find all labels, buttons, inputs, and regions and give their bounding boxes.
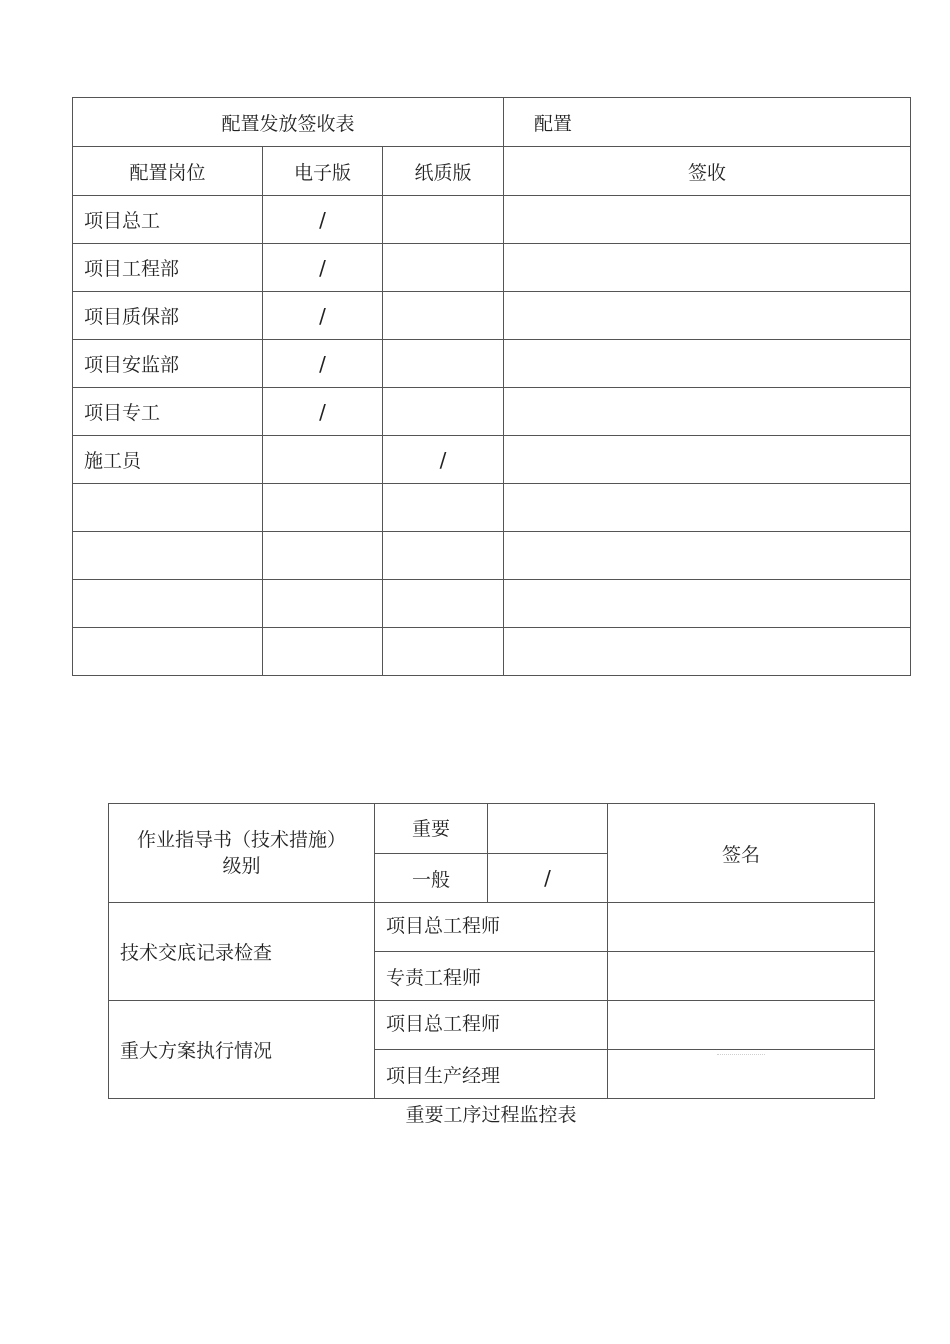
table-row [73, 340, 911, 388]
row-position: 施工员 [73, 436, 263, 484]
row-paper-mark [383, 628, 504, 676]
row-position [73, 532, 263, 580]
guide-level-label-line2: 级别 [222, 855, 261, 877]
row-position: 项目工程部 [73, 244, 263, 292]
row-paper-mark [383, 484, 504, 532]
signature-cell[interactable] [608, 952, 875, 1001]
row-signoff-cell[interactable] [504, 532, 911, 580]
signature-cell[interactable] [608, 903, 875, 952]
level-important-label: 重要 [375, 804, 488, 854]
section-role: 项目生产经理 [375, 1050, 608, 1099]
row-paper-mark [383, 292, 504, 340]
row-paper-mark [383, 532, 504, 580]
row-position [73, 580, 263, 628]
faint-mark [717, 1054, 765, 1055]
row-electronic-mark [263, 580, 383, 628]
section-role: 项目总工程师 [375, 1001, 608, 1050]
row-signoff-cell[interactable] [504, 388, 911, 436]
table-title-row [73, 98, 911, 147]
process-monitor-table [108, 803, 875, 1099]
row-signoff-cell[interactable] [504, 580, 911, 628]
level-row-important [109, 804, 875, 854]
row-electronic-mark [263, 532, 383, 580]
guide-level-label [109, 804, 375, 903]
row-position [73, 628, 263, 676]
table-row [73, 532, 911, 580]
row-paper-mark [383, 340, 504, 388]
row-position: 项目安监部 [73, 340, 263, 388]
table-caption: 重要工序过程监控表 [405, 1104, 577, 1126]
row-signoff-cell[interactable] [504, 292, 911, 340]
row-position: 项目质保部 [73, 292, 263, 340]
row-signoff-cell[interactable] [504, 196, 911, 244]
row-position: 项目总工 [73, 196, 263, 244]
signature-cell-faint[interactable] [608, 1050, 875, 1099]
signature-header: 签名 [608, 804, 875, 903]
table-row [73, 484, 911, 532]
section-row [109, 903, 875, 952]
distribution-signoff-table [72, 97, 911, 676]
level-important-mark[interactable] [488, 804, 608, 854]
row-electronic-mark: / [263, 388, 383, 436]
table-title-value: 配置 [504, 98, 911, 147]
header-paper: 纸质版 [383, 147, 504, 196]
row-electronic-mark [263, 436, 383, 484]
table-row [73, 196, 911, 244]
row-signoff-cell[interactable] [504, 436, 911, 484]
section-role: 专责工程师 [375, 952, 608, 1001]
row-paper-mark [383, 388, 504, 436]
row-electronic-mark: / [263, 340, 383, 388]
table-header-row [73, 147, 911, 196]
table-row [73, 388, 911, 436]
guide-level-label-line1: 作业指导书（技术措施） [136, 829, 346, 851]
header-position: 配置岗位 [73, 147, 263, 196]
row-paper-mark [383, 196, 504, 244]
row-electronic-mark: / [263, 292, 383, 340]
row-paper-mark [383, 580, 504, 628]
table-title: 配置发放签收表 [73, 98, 504, 147]
level-general-mark[interactable]: / [488, 854, 608, 903]
table-row [73, 244, 911, 292]
signature-cell[interactable] [608, 1001, 875, 1050]
row-electronic-mark: / [263, 196, 383, 244]
row-paper-mark: / [383, 436, 504, 484]
row-electronic-mark [263, 628, 383, 676]
row-electronic-mark: / [263, 244, 383, 292]
table-row [73, 628, 911, 676]
table-row [73, 292, 911, 340]
row-paper-mark [383, 244, 504, 292]
level-general-label: 一般 [375, 854, 488, 903]
row-signoff-cell[interactable] [504, 484, 911, 532]
row-signoff-cell[interactable] [504, 244, 911, 292]
section-row [109, 1001, 875, 1050]
header-electronic: 电子版 [263, 147, 383, 196]
section-label: 重大方案执行情况 [109, 1001, 375, 1099]
row-position: 项目专工 [73, 388, 263, 436]
section-role: 项目总工程师 [375, 903, 608, 952]
row-position [73, 484, 263, 532]
section-label: 技术交底记录检查 [109, 903, 375, 1001]
table-row [73, 580, 911, 628]
row-signoff-cell[interactable] [504, 340, 911, 388]
row-signoff-cell[interactable] [504, 628, 911, 676]
header-signoff: 签收 [504, 147, 911, 196]
row-electronic-mark [263, 484, 383, 532]
table-row [73, 436, 911, 484]
